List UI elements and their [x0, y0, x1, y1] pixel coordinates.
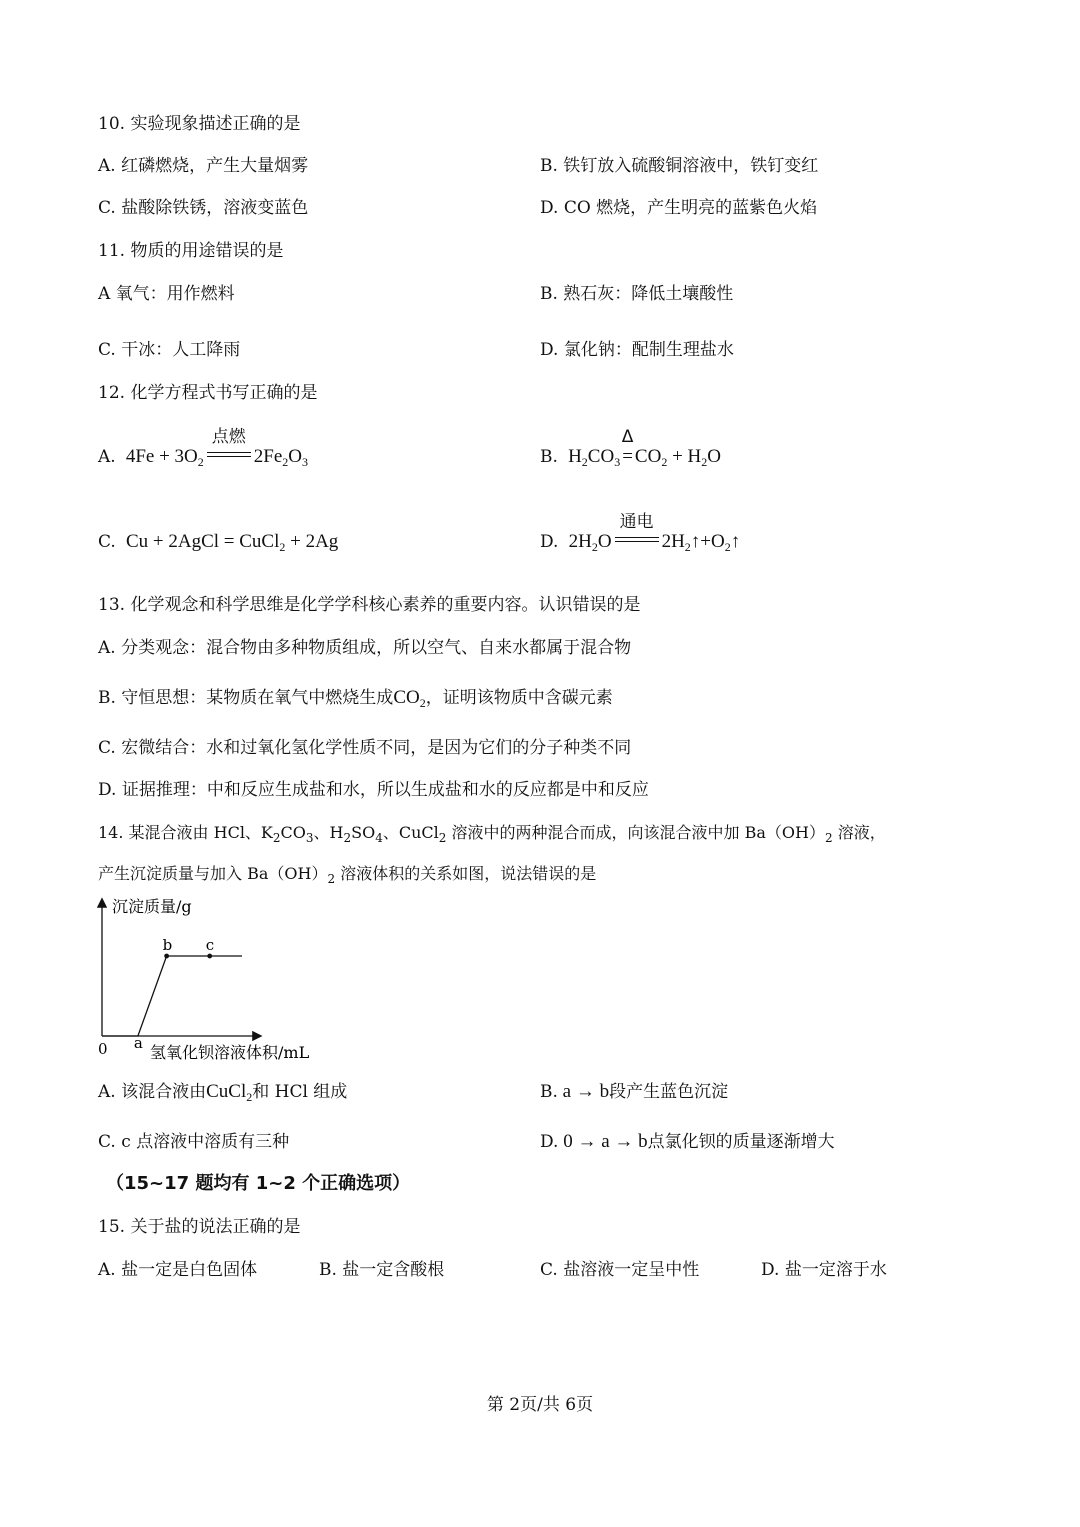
q14-stem-line1: 14. 某混合液由 HCl、$K_2CO_3$、$H_2SO_4$、CuCl$_2$ 溶液中的两种混合而成，向该混合液中加 $Ba(OH)_2$ 溶液， — [98, 823, 886, 845]
q13-option-c: C. 宏微结合：水和过氧化氢化学性质不同，是因为它们的分子种类不同 — [98, 738, 632, 758]
q12-b-equation: $H_2CO_3$ Δ = $CO_2 + H_2O$ — [563, 427, 721, 469]
q12-a-equation: $4Fe + 3O_2$ 点燃 $2Fe_2O_3$ — [121, 427, 309, 469]
q11-option-a: A 氧气：用作燃料 — [98, 284, 235, 304]
point-c — [207, 954, 212, 959]
q15-option-d: D. 盐一定溶于水 — [761, 1260, 887, 1280]
q13-option-d: D. 证据推理：中和反应生成盐和水，所以生成盐和水的反应都是中和反应 — [98, 780, 649, 800]
point-b — [164, 954, 169, 959]
point-label-b: b — [162, 936, 173, 954]
q15-option-b: B. 盐一定含酸根 — [319, 1260, 445, 1280]
q12-d-label: D. — [540, 532, 559, 552]
q12-stem: 12. 化学方程式书写正确的是 — [98, 383, 318, 403]
q10-option-b: B. 铁钉放入硫酸铜溶液中，铁钉变红 — [540, 156, 819, 176]
q12-d-equation: $2H_2O$ 通电 $2H_2↑+O_2↑$ — [563, 512, 741, 554]
q10-option-d: D. CO 燃烧，产生明亮的蓝紫色火焰 — [540, 198, 818, 218]
q13-stem: 13. 化学观念和科学思维是化学学科核心素养的重要内容。认识错误的是 — [98, 595, 641, 615]
q12-b-condition: Δ = — [621, 427, 634, 467]
q13-option-a: A. 分类观念：混合物由多种物质组成，所以空气、自来水都属于混合物 — [98, 638, 632, 658]
q12-c-label: C. — [98, 532, 116, 552]
q13-option-b: B. 守恒思想：某物质在氧气中燃烧生成$CO_2$，证明该物质中含碳元素 — [98, 687, 613, 710]
q14-b-formula: a → b — [557, 1081, 610, 1102]
q10-option-a: A. 红磷燃烧，产生大量烟雾 — [98, 156, 309, 176]
series-line — [102, 956, 242, 1036]
q11-stem: 11. 物质的用途错误的是 — [98, 241, 284, 261]
point-label-a: a — [133, 1034, 143, 1052]
q15-stem: 15. 关于盐的说法正确的是 — [98, 1217, 301, 1237]
q11-option-d: D. 氯化钠：配制生理盐水 — [540, 340, 734, 360]
q12-option-c — [98, 530, 338, 554]
q12-option-b — [540, 427, 721, 469]
q10-option-c: C. 盐酸除铁锈，溶液变蓝色 — [98, 198, 309, 218]
q10-stem: 10. 实验现象描述正确的是 — [98, 114, 301, 134]
q12-option-a — [98, 427, 309, 469]
q14-a-formula: CuCl$_2$ — [206, 1081, 253, 1104]
q14-option-b: B. a → b段产生蓝色沉淀 — [540, 1081, 729, 1102]
q14-option-a: A. 该混合液由CuCl$_2$和 HCl 组成 — [98, 1081, 348, 1104]
precipitate-chart — [88, 892, 348, 1072]
q11-option-b: B. 熟石灰：降低土壤酸性 — [540, 284, 734, 304]
q12-b-label: B. — [540, 447, 558, 467]
x-axis-label: 氢氧化钡溶液体积/mL — [150, 1043, 310, 1062]
q12-option-d — [540, 512, 741, 554]
y-axis-label: 沉淀质量/g — [112, 897, 192, 916]
q12-c-equation: Cu + 2AgCl = CuCl$_2$ + 2Ag — [121, 531, 339, 554]
q14-option-c: C. c 点溶液中溶质有三种 — [98, 1132, 290, 1152]
q13-b-formula: $CO_2$ — [393, 687, 426, 710]
page-footer: 第 2页/共 6页 — [486, 1395, 594, 1415]
q12-a-label: A. — [98, 447, 116, 467]
q12-a-condition: 点燃 — [204, 445, 254, 469]
section-title: （15~17 题均有 1~2 个正确选项） — [106, 1173, 411, 1194]
q15-option-a: A. 盐一定是白色固体 — [98, 1260, 258, 1280]
q14-d-formula: 0 → a → b — [558, 1131, 648, 1152]
q12-d-condition: 通电 — [612, 530, 662, 554]
q15-option-c: C. 盐溶液一定呈中性 — [540, 1260, 700, 1280]
q11-option-c: C. 干冰：人工降雨 — [98, 340, 241, 360]
q14-stem-line2: 产生沉淀质量与加入 $Ba(OH)_2$ 溶液体积的关系如图，说法错误的是 — [98, 864, 597, 886]
origin-label: 0 — [98, 1040, 108, 1058]
point-label-c: c — [205, 936, 215, 954]
q14-option-d: D. 0 → a → b点氯化钡的质量逐渐增大 — [540, 1131, 835, 1152]
